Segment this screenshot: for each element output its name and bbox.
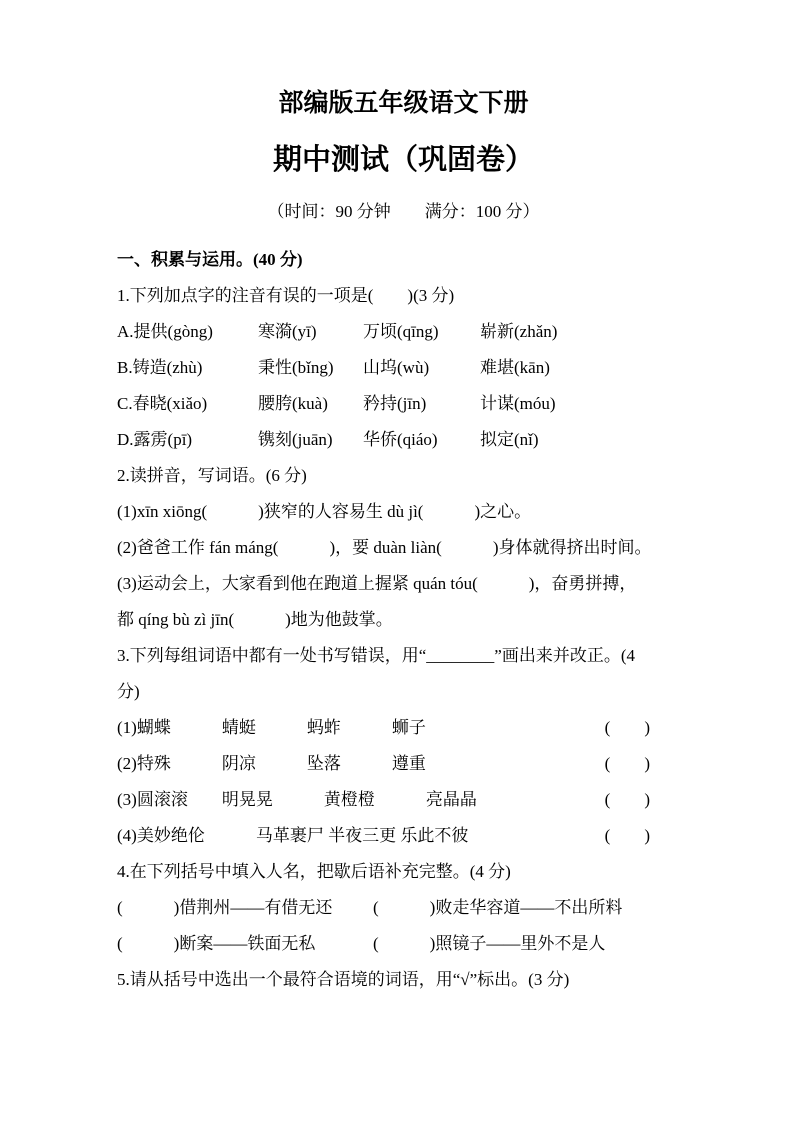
q1-b-word4: 难堪(kān) <box>480 358 550 377</box>
q1-b-word1: B.铸造(zhù) <box>117 358 203 377</box>
q3-stem-line2: 分) <box>117 682 140 701</box>
q2-sentence-1: (1)xīn xiōng( )狭窄的人容易生 dù jì( )之心。 <box>117 502 532 521</box>
q3-word-group-4 <box>117 818 690 854</box>
q1-d-word1: D.露雳(pī) <box>117 430 193 449</box>
q3-word-group-1 <box>117 710 690 746</box>
q4-saying-2: ( )败走华容道——不出所料 <box>373 898 623 917</box>
q1-option-row-d <box>117 422 690 458</box>
q2-sentence-2: (2)爸爸工作 fán máng( )，要 duàn liàn( )身体就得挤出时间。 <box>117 538 652 557</box>
q3-answer-blank-1: ( ) <box>604 718 650 737</box>
q4-row-1 <box>117 890 690 926</box>
q1-b-word3: 山坞(wù) <box>363 358 430 377</box>
q1-c-word2: 腰胯(kuà) <box>258 394 328 413</box>
q1-a-word2: 寒漪(yī) <box>258 322 317 341</box>
q4-row-2 <box>117 926 690 962</box>
q1-d-word3: 华侨(qiáo) <box>363 430 438 449</box>
q2-sentence-3-continued: 都 qíng bù zì jīn( )地为他鼓掌。 <box>117 610 393 629</box>
q3-answer-blank-3: ( ) <box>604 790 650 809</box>
q5-stem: 5.请从括号中选出一个最符合语境的词语，用“√”标出。(3 分) <box>117 970 570 989</box>
q3-answer-blank-2: ( ) <box>604 754 650 773</box>
q4-saying-1: ( )借荆州——有借无还 <box>117 898 333 917</box>
q1-b-word2: 秉性(bǐng) <box>258 358 334 377</box>
q4-saying-3: ( )断案——铁面无私 <box>117 934 316 953</box>
q3-words-3: (3)圆滚滚 明晃晃 黄橙橙 亮晶晶 <box>117 790 477 809</box>
q3-word-group-3 <box>117 782 690 818</box>
q2-sentence-3: (3)运动会上，大家看到他在跑道上握紧 quán tóu( )，奋勇拼搏， <box>117 574 637 593</box>
q3-word-group-2 <box>117 746 690 782</box>
q1-c-word3: 矜持(jīn) <box>363 394 427 413</box>
q3-words-1: (1)蝴蝶 蜻蜓 蚂蚱 蛳子 <box>117 718 426 737</box>
q1-option-row-c <box>117 386 690 422</box>
exam-meta-line: （时间：90 分钟 满分：100 分） <box>267 202 540 221</box>
q1-option-row-b <box>117 350 690 386</box>
q3-words-2: (2)特殊 阴凉 坠落 遵重 <box>117 754 426 773</box>
q1-stem: 1.下列加点字的注音有误的一项是( )(3 分) <box>117 286 455 305</box>
section-one-heading: 一、积累与运用。(40 分) <box>117 250 303 269</box>
q3-answer-blank-4: ( ) <box>604 826 650 845</box>
exam-title: 期中测试（巩固卷） <box>272 144 534 176</box>
q3-words-4: (4)美妙绝伦 马革裹尸 半夜三更 乐此不彼 <box>117 826 469 845</box>
q4-saying-4: ( )照镜子——里外不是人 <box>373 934 606 953</box>
q1-d-word2: 镌刻(juān) <box>258 430 333 449</box>
q1-d-word4: 拟定(nǐ) <box>480 430 539 449</box>
exam-body <box>117 242 690 998</box>
q1-a-word1: A.提供(gòng) <box>117 322 213 341</box>
q3-stem-line1: 3.下列每组词语中都有一处书写错误，用“________”画出来并改正。(4 <box>117 646 636 665</box>
q1-a-word3: 万顷(qīng) <box>363 322 439 341</box>
q4-stem: 4.在下列括号中填入人名，把歇后语补充完整。(4 分) <box>117 862 511 881</box>
q1-c-word4: 计谋(móu) <box>480 394 556 413</box>
q1-c-word1: C.春晓(xiǎo) <box>117 394 208 413</box>
q2-stem: 2.读拼音，写词语。(6 分) <box>117 466 307 485</box>
q1-option-row-a <box>117 314 690 350</box>
series-title: 部编版五年级语文下册 <box>278 90 529 117</box>
q1-a-word4: 崭新(zhǎn) <box>480 322 558 341</box>
